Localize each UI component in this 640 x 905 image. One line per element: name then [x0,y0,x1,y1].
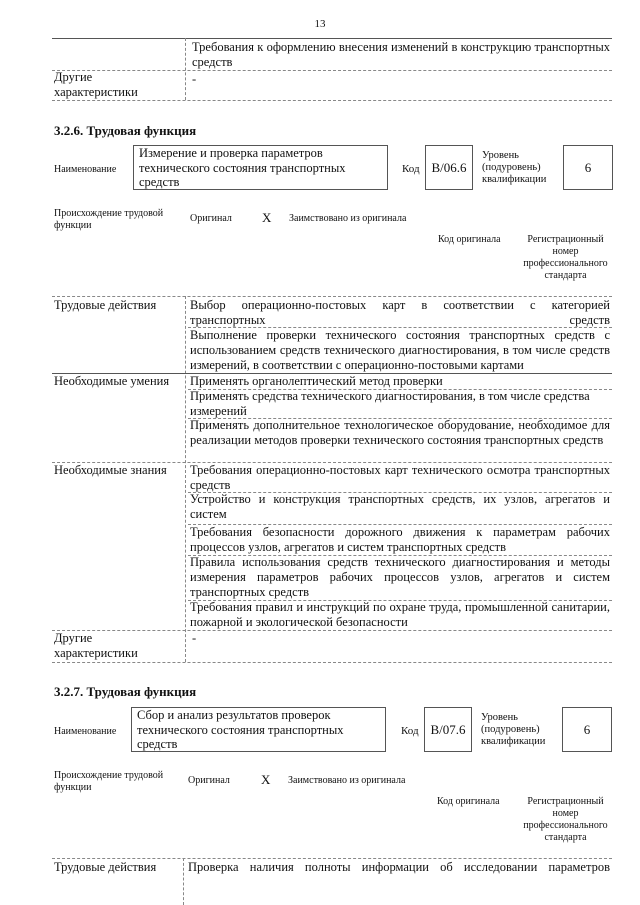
other-characteristics-label: Другие характеристики [54,631,138,660]
borrowed-label: Заимствовано из оригинала [289,213,407,224]
knowledge-label: Необходимые знания [54,463,167,477]
skills-label: Необходимые умения [54,374,170,388]
original-code-label: Код оригинала [437,796,500,807]
level-label: Уровень (подуровень) квалификации [481,712,546,747]
labor-action-item: Проверка наличия полноты информации об исследовании параметров [188,860,610,874]
table-border-bottom [52,662,612,663]
skill-item: Применять органолептический метод проверки [190,374,443,388]
knowledge-item: Устройство и конструкция транспортных средств, их узлов, агрегатов и систем [190,492,610,521]
other-characteristics-label: Другие характеристики [54,70,138,99]
reg-number-label: Регистрационный номер профессионального стандарта [523,234,608,281]
page-number: 13 [314,18,326,30]
reg-number-label: Регистрационный номер профессионального стандарта [523,796,608,843]
original-mark: X [262,210,272,225]
other-characteristics-value: - [192,631,197,645]
labor-actions-label: Трудовые действия [54,298,157,312]
table-divider [185,38,186,100]
skill-item: Применять средства технического диагностирования, в том числе средства измерений [190,389,590,418]
function-name: Измерение и проверка параметров технического состояния транспортных средств [139,146,346,189]
origin-label: Происхождение трудовой функции [54,770,164,793]
other-characteristics-value: - [192,72,197,86]
code-label: Код [402,163,420,175]
labor-action-item: Выполнение проверки технического состояния транспортных средств с использованием средств технического диагностирования, в том числе средств измерений, в соответствии с операционно-постовыми картами [190,328,610,372]
section-title-326: 3.2.6. Трудовая функция [54,123,197,138]
original-mark: X [261,772,271,787]
labor-action-item: Выбор операционно-постовых карт в соответствии с категорией транспортных средств [190,298,610,327]
knowledge-item: Требования правил и инструкций по охране труда, промышленной санитарии, пожарной и экологической безопасности [190,600,610,629]
function-code: B/07.6 [430,722,466,737]
origin-label: Происхождение трудовой функции [54,208,164,231]
original-label: Оригинал [190,213,232,224]
code-label: Код [401,725,419,737]
name-label: Наименование [54,164,117,175]
skill-item: Применять дополнительное технологическое оборудование, необходимое для реализации методов проверки технического состояния транспортных средств [190,418,610,447]
original-code-label: Код оригинала [438,234,501,245]
knowledge-item: Требования операционно-постовых карт технического осмотра транспортных средств [190,463,610,492]
table-border-bottom [52,100,612,101]
requirement-text: Требования к оформлению внесения изменений в конструкцию транспортных средств [192,40,610,69]
labor-actions-label: Трудовые действия [54,860,157,874]
name-label: Наименование [54,726,117,737]
table-divider [185,296,186,662]
qualification-level: 6 [583,722,591,737]
borrowed-label: Заимствовано из оригинала [288,775,406,786]
function-name: Сбор и анализ результатов проверок технического состояния транспортных средств [137,708,344,751]
table-border-top [52,858,612,859]
level-label: Уровень (подуровень) квалификации [482,150,547,185]
knowledge-item: Правила использования средств технического диагностирования и методы измерения параметров рабочих процессов узлов, агрегатов и систем транспортных средств [190,555,610,599]
section-title-327: 3.2.7. Трудовая функция [54,684,197,699]
function-code: B/06.6 [431,160,467,175]
original-label: Оригинал [188,775,230,786]
table-divider [183,858,184,905]
qualification-level: 6 [584,160,592,175]
table-border-top [52,38,612,39]
knowledge-item: Требования безопасности дорожного движения к параметрам рабочих процессов узлов, агрегатов и систем транспортных средств [190,525,610,554]
table-border-top [52,296,612,297]
